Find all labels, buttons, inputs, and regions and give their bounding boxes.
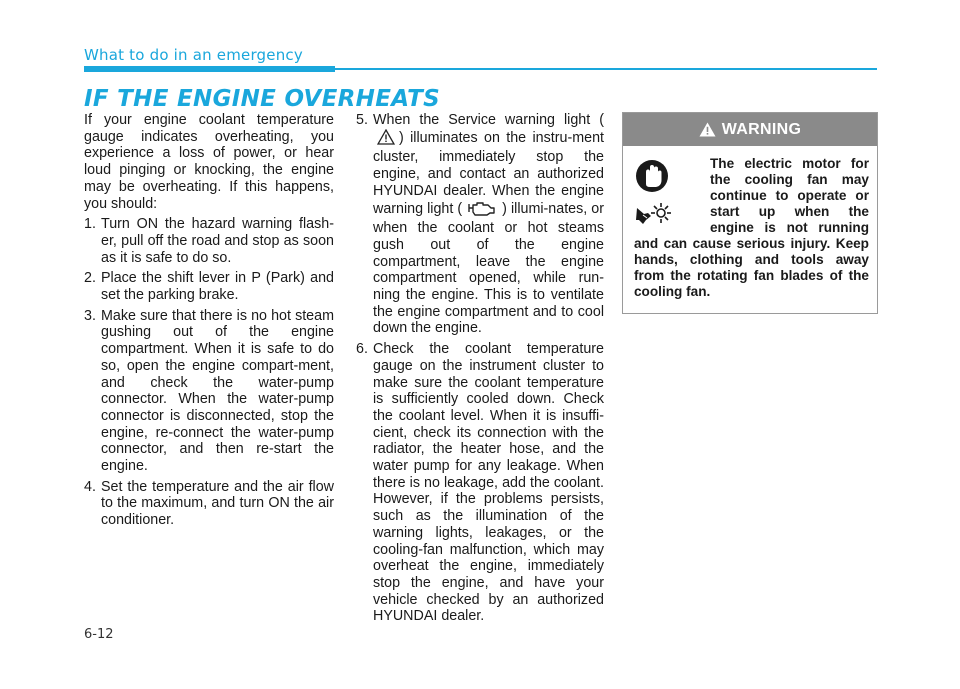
warning-title: WARNING xyxy=(721,120,802,138)
step-text-part1: When the Service warning light ( xyxy=(373,112,604,128)
warning-text: The electric motor for the cooling fan may continue to operate or start up when the engine is not running and can cause serious injury. Keep hands, clothing and tools away from the rotating fan blades of the cooling fan. xyxy=(634,156,869,299)
step-6 xyxy=(356,341,604,625)
step-number: 1. xyxy=(84,216,96,233)
step-number: 4. xyxy=(84,478,96,495)
step-text: Place the shift lever in P (Park) and set the parking brake. xyxy=(101,270,334,304)
step-text-part3: ) illumi-nates, or when the coolant or hot steams gush out of the engine compartment, leave the engine compartment opened, while run-ning the engine. This is to ventilate the engine compartment and to cool down the engine. xyxy=(373,200,604,337)
step-text: Turn ON the hazard warning flash-er, pull off the road and stop as soon as it is safe to do so. xyxy=(101,216,334,266)
step-5 xyxy=(356,112,604,337)
step-4 xyxy=(84,479,334,529)
section-title: IF THE ENGINE OVERHEATS xyxy=(84,86,440,112)
step-text: Set the temperature and the air flow to the maximum, and turn ON the air conditioner. xyxy=(101,478,334,529)
step-text: Check the coolant temperature gauge on the instrument cluster to make sure the coolant temperature is sufficiently cooled down. Check the coolant level. When it is insuffi-cient, check its connection with the radiator, the heater hose, and the water pump for any leakage. When there is no leakage, add the coolant. However, if the problems persists, such as the illumination of the warning lights, leakages, or the cooling-fan malfunction, which may overheat the engine, immediately stop the engine, and have your vehicle checked by an authorized HYUNDAI dealer. xyxy=(373,341,604,625)
left-column xyxy=(84,112,334,533)
step-3 xyxy=(84,308,334,475)
step-number: 3. xyxy=(84,307,96,324)
step-number: 2. xyxy=(84,270,96,287)
step-2 xyxy=(84,270,334,303)
chapter-header: What to do in an emergency xyxy=(84,46,303,64)
step-text: Make sure that there is no hot steam gushing out of the engine compartment. When it is safe to do so, open the engine compart-ment, and check the water-pump connector. When the water-pump connector is disconnected, stop the engine, re-connect the water-pump connector, and then re-start the engine. xyxy=(101,307,334,475)
step-number: 6. xyxy=(356,341,368,358)
step-number: 5. xyxy=(356,112,368,128)
engine-warning-light-icon xyxy=(466,200,498,221)
warning-header xyxy=(623,113,877,146)
header-rule xyxy=(335,68,877,70)
middle-column xyxy=(356,112,604,629)
step-1 xyxy=(84,216,334,266)
service-warning-light-icon xyxy=(377,129,395,150)
warning-triangle-icon xyxy=(699,122,716,137)
warning-box xyxy=(622,112,878,314)
page-number: 6-12 xyxy=(84,627,114,642)
step-text-part2: ) illuminates on the instru-ment cluster, immediately stop the engine, and contact an authorized HYUNDAI dealer. When the engine warning light ( xyxy=(373,129,604,217)
intro-paragraph: If your engine coolant temperature gauge indicates overheating, you experience a loss of power, or hear loud pinging or knocking, the engine may be overheating. If this happens, you should: xyxy=(84,112,334,212)
header-accent-bar xyxy=(84,66,335,72)
warning-text-block xyxy=(634,156,869,300)
